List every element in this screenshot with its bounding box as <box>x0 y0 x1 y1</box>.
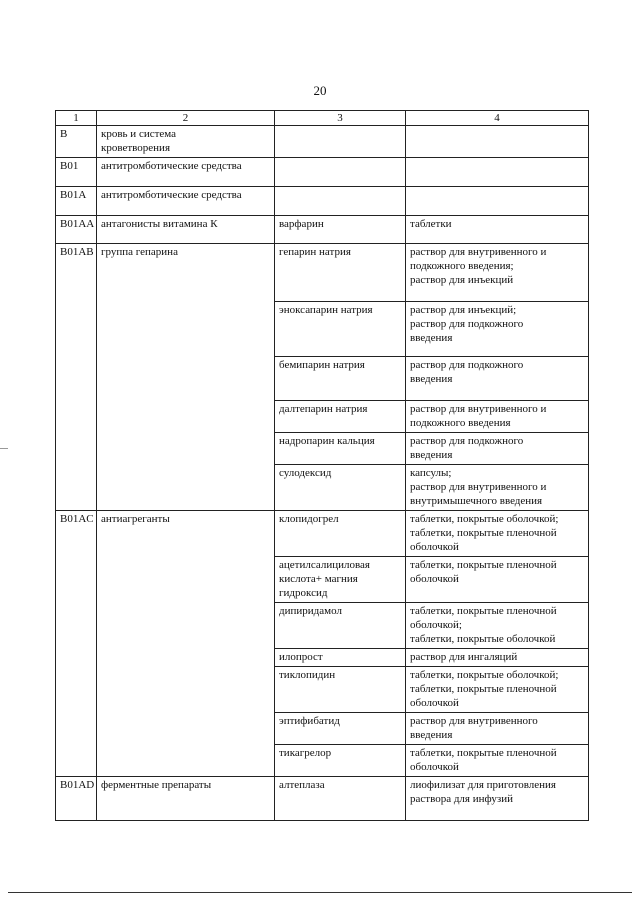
pharmacological-group-cell: антитромботические средства <box>97 158 275 187</box>
drug-classification-table <box>55 110 589 821</box>
margin-mark <box>0 448 8 449</box>
header-col-3: 3 <box>275 111 406 126</box>
drug-name-cell: тикагрелор <box>275 745 406 777</box>
pharmacological-group-cell: группа гепарина <box>97 244 275 511</box>
drug-name-cell <box>275 187 406 216</box>
pharmacological-group-cell: кровь и система кроветворения <box>97 126 275 158</box>
dosage-form-cell: раствор для инъекций; раствор для подкожного введения <box>406 302 589 357</box>
drug-name-cell: далтепарин натрия <box>275 401 406 433</box>
atc-code-cell: B01AD <box>56 777 97 821</box>
pharmacological-group-cell: антиагреганты <box>97 511 275 777</box>
table-header-row <box>56 111 589 126</box>
dosage-form-cell: таблетки, покрытые пленочной оболочкой; таблетки, покрытые оболочкой <box>406 603 589 649</box>
atc-code-cell: B01A <box>56 187 97 216</box>
drug-name-cell: надропарин кальция <box>275 433 406 465</box>
pharmacological-group-cell: ферментные препараты <box>97 777 275 821</box>
dosage-form-cell: раствор для внутривенного и подкожного введения; раствор для инъекций <box>406 244 589 302</box>
table-row <box>56 777 589 821</box>
drug-name-cell: гепарин натрия <box>275 244 406 302</box>
table-row <box>56 187 589 216</box>
dosage-form-cell: капсулы; раствор для внутривенного и внутримышечного введения <box>406 465 589 511</box>
dosage-form-cell <box>406 126 589 158</box>
atc-code-cell: B01AA <box>56 216 97 244</box>
dosage-form-cell: раствор для внутривенного введения <box>406 713 589 745</box>
drug-name-cell <box>275 158 406 187</box>
header-col-1: 1 <box>56 111 97 126</box>
drug-name-cell: клопидогрел <box>275 511 406 557</box>
dosage-form-cell: таблетки <box>406 216 589 244</box>
dosage-form-cell: таблетки, покрытые пленочной оболочкой <box>406 557 589 603</box>
table-row <box>56 126 589 158</box>
drug-name-cell: бемипарин натрия <box>275 357 406 401</box>
drug-name-cell: дипиридамол <box>275 603 406 649</box>
dosage-form-cell: лиофилизат для приготовления раствора для инфузий <box>406 777 589 821</box>
table-row <box>56 216 589 244</box>
atc-code-cell: B <box>56 126 97 158</box>
atc-code-cell: B01 <box>56 158 97 187</box>
dosage-form-cell: раствор для ингаляций <box>406 649 589 667</box>
drug-name-cell: тиклопидин <box>275 667 406 713</box>
dosage-form-cell: раствор для подкожного введения <box>406 433 589 465</box>
drug-name-cell: варфарин <box>275 216 406 244</box>
drug-name-cell: ацетилсалициловая кислота+ магния гидроксид <box>275 557 406 603</box>
drug-name-cell: сулодексид <box>275 465 406 511</box>
table-row <box>56 511 589 557</box>
drug-name-cell: илопрост <box>275 649 406 667</box>
dosage-form-cell: раствор для подкожного введения <box>406 357 589 401</box>
bottom-rule <box>8 892 632 893</box>
header-col-4: 4 <box>406 111 589 126</box>
dosage-form-cell: таблетки, покрытые оболочкой; таблетки, покрытые пленочной оболочкой <box>406 511 589 557</box>
table-row <box>56 244 589 302</box>
table-body <box>56 126 589 821</box>
drug-name-cell: алтеплаза <box>275 777 406 821</box>
pharmacological-group-cell: антитромботические средства <box>97 187 275 216</box>
drug-name-cell <box>275 126 406 158</box>
dosage-form-cell: таблетки, покрытые пленочной оболочкой <box>406 745 589 777</box>
drug-name-cell: эптифибатид <box>275 713 406 745</box>
pharmacological-group-cell: антагонисты витамина К <box>97 216 275 244</box>
dosage-form-cell: таблетки, покрытые оболочкой; таблетки, покрытые пленочной оболочкой <box>406 667 589 713</box>
dosage-form-cell <box>406 158 589 187</box>
atc-code-cell: B01AB <box>56 244 97 511</box>
drug-name-cell: эноксапарин натрия <box>275 302 406 357</box>
page-number: 20 <box>313 83 327 98</box>
table-row <box>56 158 589 187</box>
atc-code-cell: B01AC <box>56 511 97 777</box>
dosage-form-cell <box>406 187 589 216</box>
dosage-form-cell: раствор для внутривенного и подкожного введения <box>406 401 589 433</box>
header-col-2: 2 <box>97 111 275 126</box>
